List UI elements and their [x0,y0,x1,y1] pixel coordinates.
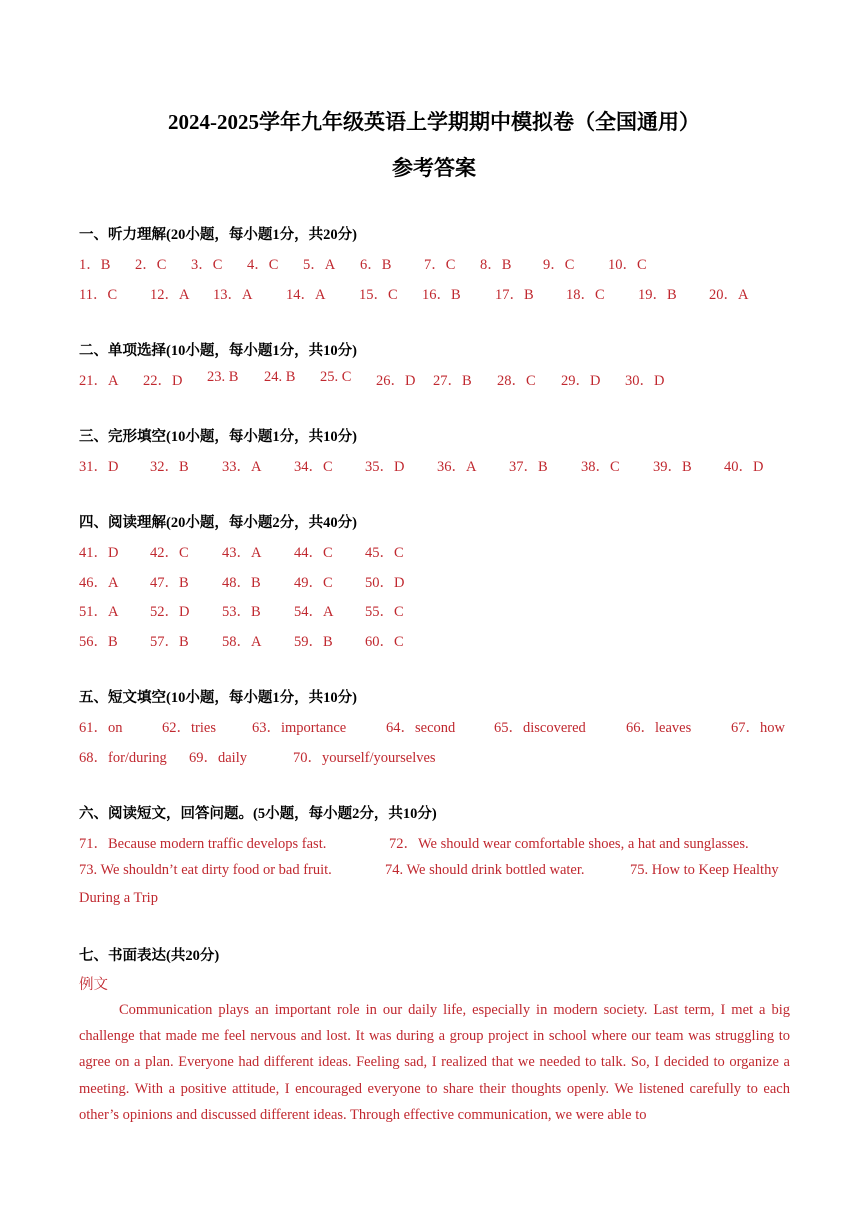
section-heading-reading: 四、阅读理解(20小题，每小题2分，共40分) [79,515,357,531]
answer-item: 31．D [79,459,119,475]
answer-item: 69．daily [189,750,247,766]
answer-item: 58．A [222,634,262,650]
answer-item: 5．A [303,257,336,273]
answer-item: 41．D [79,545,119,561]
section-heading-cloze: 三、完形填空(10小题，每小题1分，共10分) [79,429,357,445]
answer-item: 57．B [150,634,189,650]
sample-essay-text: Communication plays an important role in our daily life, especially in modern society. Last term, I met a big challenge that made me feel nervous and lost. It was during a group project in school where our team was struggling to agree on a plan. Everyone had different ideas. Feeling sad, I realized that we needed to talk. So, I decided to organize a meeting. With a positive attitude, I encouraged everyone to share their thoughts openly. We listened carefully to each other’s opinions and discussed different ideas. Through effective communication, we were able to [79,1002,790,1123]
answer-item: 12．A [150,287,190,303]
answer-item: 33．A [222,459,262,475]
answer-item: 40．D [724,459,764,475]
answer-item: 64．second [386,720,456,736]
answer-item: 39．B [653,459,692,475]
answer-item: 51．A [79,604,119,620]
answer-item: 30．D [625,373,665,389]
answer-item: 32．B [150,459,189,475]
answer-item: 18．C [566,287,605,303]
answer-item: 44．C [294,545,333,561]
answer-item: 13．A [213,287,253,303]
answer-item: 28．C [497,373,536,389]
answer-item: 43．A [222,545,262,561]
answer-item: 47．B [150,575,189,591]
section-heading-gap-fill: 五、短文填空(10小题，每小题1分，共10分) [79,690,357,706]
answer-item: 20．A [709,287,749,303]
answer-item: 42．C [150,545,189,561]
answer-item: 19．B [638,287,677,303]
answer-item: 50．D [365,575,405,591]
page-title: 2024-2025学年九年级英语上学期期中模拟卷（全国通用） [168,110,700,134]
answer-item: 71．Because modern traffic develops fast. [79,836,327,852]
answer-item: 23. B [207,369,239,385]
answer-item: 27．B [433,373,472,389]
sample-essay [79,997,790,1128]
answer-item: 25. C [320,369,352,385]
answer-item: 53．B [222,604,261,620]
answer-item: 11．C [79,287,118,303]
answer-item: 52．D [150,604,190,620]
answer-item: 45．C [365,545,404,561]
page-subtitle: 参考答案 [392,156,476,180]
answer-item: 36．A [437,459,477,475]
answer-item: 49．C [294,575,333,591]
answer-item: 1．B [79,257,111,273]
answer-item: 29．D [561,373,601,389]
answer-item: During a Trip [79,890,158,906]
answer-item: 63．importance [252,720,347,736]
answer-item: 24. B [264,369,296,385]
answer-item: 75. How to Keep Healthy [630,862,779,878]
answer-item: 38．C [581,459,620,475]
answer-item: 17．B [495,287,534,303]
section-heading-short-answer: 六、阅读短文，回答问题。(5小题，每小题2分，共10分) [79,806,437,822]
answer-item: 48．B [222,575,261,591]
answer-item: 66．leaves [626,720,692,736]
answer-item: 61．on [79,720,123,736]
answer-item: 6．B [360,257,392,273]
answer-item: 46．A [79,575,119,591]
answer-item: 21．A [79,373,119,389]
answer-item: 59．B [294,634,333,650]
answer-item: 9．C [543,257,575,273]
answer-item: 68．for/during [79,750,167,766]
answer-item: 4．C [247,257,279,273]
answer-item: 56．B [79,634,118,650]
answer-item: 62．tries [162,720,216,736]
section-heading-listening: 一、听力理解(20小题，每小题1分，共20分) [79,227,357,243]
sample-essay-label: 例文 [79,977,108,993]
answer-item: 67．how [731,720,785,736]
answer-item: 65．discovered [494,720,586,736]
answer-item: 2．C [135,257,167,273]
answer-item: 26．D [376,373,416,389]
answer-item: 70．yourself/yourselves [293,750,436,766]
answer-item: 55．C [365,604,404,620]
answer-item: 15．C [359,287,398,303]
answer-item: 34．C [294,459,333,475]
answer-item: 16．B [422,287,461,303]
answer-item: 3．C [191,257,223,273]
answer-item: 37．B [509,459,548,475]
answer-item: 10．C [608,257,647,273]
answer-item: 73. We shouldn’t eat dirty food or bad fruit. [79,862,332,878]
answer-item: 7．C [424,257,456,273]
answer-item: 35．D [365,459,405,475]
answer-item: 60．C [365,634,404,650]
answer-item: 22．D [143,373,183,389]
section-heading-single-choice: 二、单项选择(10小题，每小题1分，共10分) [79,343,357,359]
answer-item: 72．We should wear comfortable shoes, a hat and sunglasses. [389,836,749,852]
answer-item: 54．A [294,604,334,620]
answer-item: 14．A [286,287,326,303]
section-heading-writing: 七、书面表达(共20分) [79,948,220,964]
answer-item: 8．B [480,257,512,273]
answer-item: 74. We should drink bottled water. [385,862,585,878]
